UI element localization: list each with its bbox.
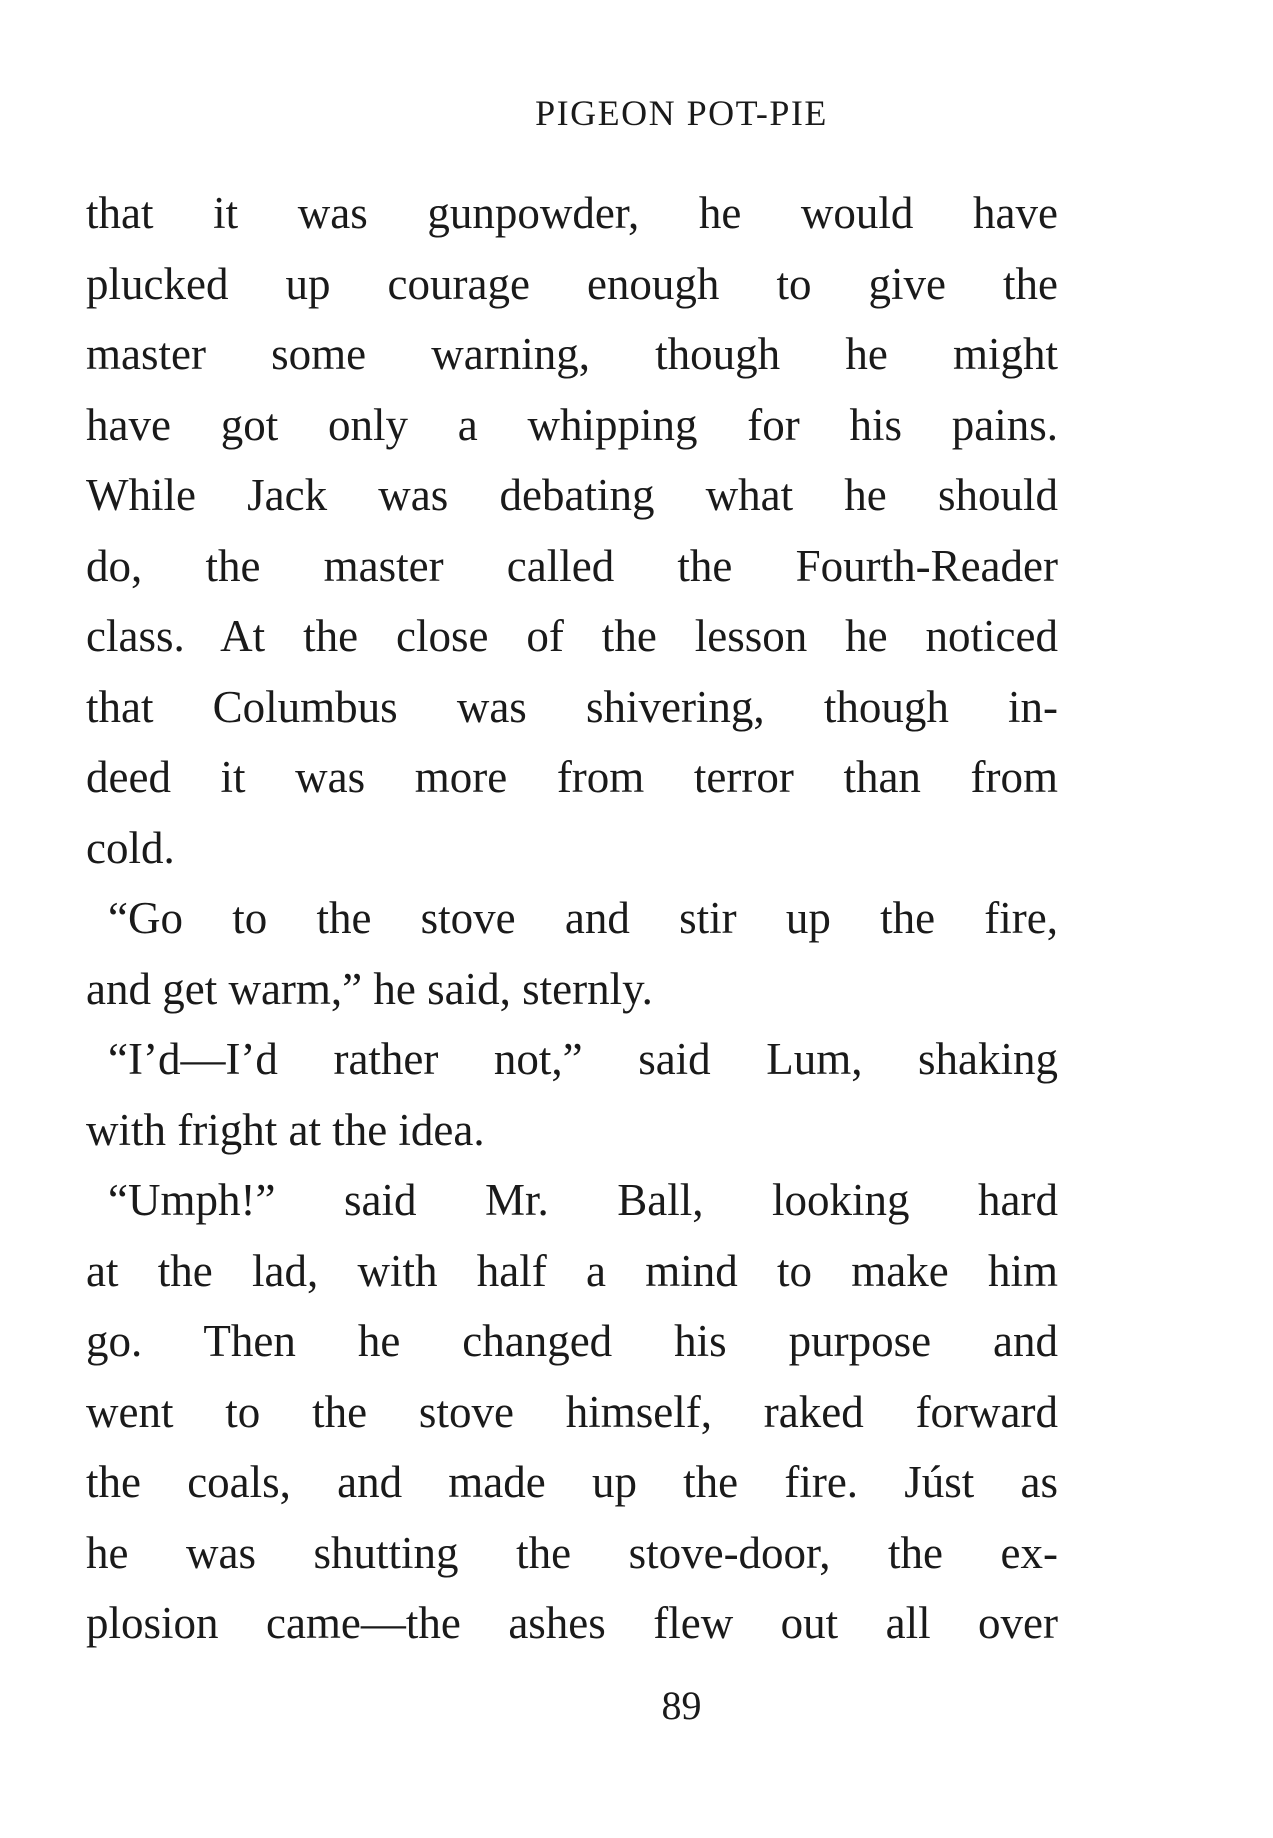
text-line: that it was gunpowder, he would have — [86, 188, 1058, 238]
text-line: plosion came—the ashes flew out all over — [86, 1598, 1058, 1648]
text-line: “Umph!” said Mr. Ball, looking hard — [108, 1175, 1058, 1225]
text-line: have got only a whipping for his pains. — [86, 399, 1058, 450]
text-line: do, the master called the Fourth-Reader — [86, 540, 1058, 591]
text-line: plucked up courage enough to give the — [86, 258, 1058, 309]
text-line: master some warning, though he might — [86, 329, 1058, 379]
text-line: with fright at the idea. — [86, 1104, 485, 1155]
text-line: “Go to the stove and stir up the fire, — [108, 893, 1058, 943]
text-line: deed it was more from terror than from — [86, 752, 1058, 802]
text-line: that Columbus was shivering, though in- — [86, 681, 1058, 732]
text-line: and get warm,” he said, sternly. — [86, 963, 653, 1014]
text-line: go. Then he changed his purpose and — [86, 1316, 1058, 1366]
text-line: he was shutting the stove-door, the ex- — [86, 1527, 1058, 1578]
text-line: “I’d—I’d rather not,” said Lum, shaking — [108, 1034, 1058, 1084]
text-line: class. At the close of the lesson he noticed — [86, 611, 1058, 661]
text-line: the coals, and made up the fire. Júst as — [86, 1457, 1058, 1507]
text-line: cold. — [86, 822, 175, 873]
text-line: went to the stove himself, raked forward — [86, 1386, 1058, 1437]
text-line: at the lad, with half a mind to make him — [86, 1245, 1058, 1296]
body-text — [86, 178, 1058, 1659]
page-number: 89 — [661, 1683, 702, 1728]
text-line: While Jack was debating what he should — [86, 470, 1058, 520]
running-head: PIGEON POT-PIE — [535, 93, 828, 133]
